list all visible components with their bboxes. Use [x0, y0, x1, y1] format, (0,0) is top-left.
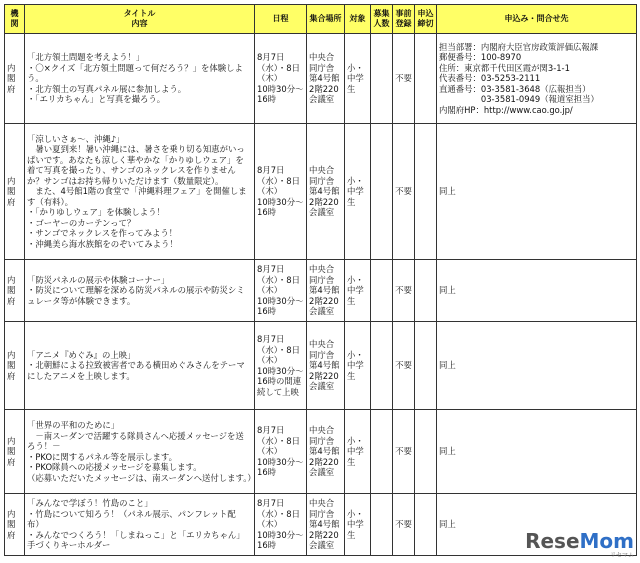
events-table — [4, 4, 637, 556]
capacity-cell — [371, 322, 393, 410]
target-cell: 小・中学生 — [345, 494, 371, 556]
venue-cell: 中央合同庁舎第4号館2階220会議室 — [307, 260, 345, 322]
header-title: タイトル 内容 — [25, 5, 255, 34]
date-cell: 8月7日（水）・8日（木） 10時30分～16時 — [255, 124, 307, 260]
contact-cell: 担当部署：内閣府大臣官房政策評価広報課 郵便番号：100-8970 住所：東京都千代田区霞が関3-1-1 代表番号：03-5253-2111 直通番号：03-3581-3648（広報担当） 03-3581-0949（報道室担当） 内閣府HP：http://www.cao.go.jp/ — [437, 34, 637, 124]
logo-subtext: リセマム — [610, 552, 634, 559]
resemom-logo — [525, 529, 634, 559]
table-row — [5, 34, 637, 124]
deadline-cell — [415, 410, 437, 494]
deadline-cell — [415, 494, 437, 556]
ministry-cell: 内閣府 — [5, 260, 25, 322]
logo-text-a: Rese — [525, 529, 580, 553]
capacity-cell — [371, 494, 393, 556]
contact-cell: 同上 — [437, 124, 637, 260]
table-row — [5, 124, 637, 260]
ministry-cell: 内閣府 — [5, 410, 25, 494]
registration-cell: 不要 — [393, 124, 415, 260]
header-target: 対象 — [345, 5, 371, 34]
capacity-cell — [371, 124, 393, 260]
venue-cell: 中央合同庁舎第4号館2階220会議室 — [307, 124, 345, 260]
date-cell: 8月7日（水）・8日（木） 10時30分～16時 — [255, 260, 307, 322]
table-row — [5, 322, 637, 410]
venue-cell: 中央合同庁舎第4号館2階220会議室 — [307, 34, 345, 124]
venue-cell: 中央合同庁舎第4号館2階220会議室 — [307, 410, 345, 494]
header-row — [5, 5, 637, 34]
target-cell: 小・中学生 — [345, 124, 371, 260]
target-cell: 小・中学生 — [345, 34, 371, 124]
header-contact: 申込み・問合せ先 — [437, 5, 637, 34]
contact-cell: 同上 — [437, 410, 637, 494]
header-ministry: 機関 — [5, 5, 25, 34]
date-cell: 8月7日（水）・8日（木） 10時30分～16時 — [255, 34, 307, 124]
target-cell: 小・中学生 — [345, 260, 371, 322]
contact-cell: 同上 — [437, 494, 637, 556]
capacity-cell — [371, 260, 393, 322]
capacity-cell — [371, 34, 393, 124]
ministry-cell: 内閣府 — [5, 494, 25, 556]
date-cell: 8月7日（水）・8日（木） 10時30分～16時 — [255, 494, 307, 556]
target-cell: 小・中学生 — [345, 410, 371, 494]
registration-cell: 不要 — [393, 34, 415, 124]
deadline-cell — [415, 34, 437, 124]
ministry-cell: 内閣府 — [5, 34, 25, 124]
contact-cell: 同上 — [437, 322, 637, 410]
capacity-cell — [371, 410, 393, 494]
ministry-cell: 内閣府 — [5, 322, 25, 410]
registration-cell: 不要 — [393, 260, 415, 322]
title-cell: 「アニメ『めぐみ』の上映」 ・北朝鮮による拉致被害者である横田めぐみさんをテーマにしたアニメを上映します。 — [25, 322, 255, 410]
header-registration: 事前登録 — [393, 5, 415, 34]
contact-cell: 同上 — [437, 260, 637, 322]
title-cell: 「北方領土問題を考えよう！」 ・〇×クイズ「北方領土問題って何だろう？」を体験しよう。 ・北方領土の写真パネル展に参加しよう。 ・「エリカちゃん」と写真を撮ろう。 — [25, 34, 255, 124]
deadline-cell — [415, 322, 437, 410]
ministry-cell: 内閣府 — [5, 124, 25, 260]
deadline-cell — [415, 260, 437, 322]
date-cell: 8月7日（水）・8日（木） 10時30分～16時 — [255, 410, 307, 494]
registration-cell: 不要 — [393, 410, 415, 494]
title-cell: 「防災パネルの展示や体験コーナー」 ・防災について理解を深める防災パネルの展示や防災シミュレータ等が体験できます。 — [25, 260, 255, 322]
header-date: 日程 — [255, 5, 307, 34]
header-deadline: 申込締切 — [415, 5, 437, 34]
title-cell: 「みんなで学ぼう！竹島のこと」 ・竹島について知ろう！（パネル展示、パンフレット配布） ・みんなでつくろう！「しまねっこ」と「エリカちゃん」手づくりキーホルダー — [25, 494, 255, 556]
venue-cell: 中央合同庁舎第4号館2階220会議室 — [307, 322, 345, 410]
registration-cell: 不要 — [393, 494, 415, 556]
header-capacity: 募集人数 — [371, 5, 393, 34]
table-row — [5, 410, 637, 494]
table-row — [5, 260, 637, 322]
header-venue: 集合場所 — [307, 5, 345, 34]
venue-cell: 中央合同庁舎第4号館2階220会議室 — [307, 494, 345, 556]
registration-cell: 不要 — [393, 322, 415, 410]
target-cell: 小・中学生 — [345, 322, 371, 410]
deadline-cell — [415, 124, 437, 260]
title-cell: 「涼しいさぁ～、沖縄♪」 暑い夏到来！暑い沖縄には、暑さを乗り切る知恵がいっぱいです。あなたも涼しく華やかな「かりゆしウェア」を着て写真を撮ったり、サンゴのネックレスを作りませんか？サンゴはお持ち帰りいただけます（数量限定）。 また、4号館1階の食堂で「沖縄料理フェア」を開催します（有料）。 ・「かりゆしウェア」を体験しよう！ ・ゴーヤーのカーテンって？ ・サンゴでネックレスを作ってみよう！ ・沖縄美ら海水族館をのぞいてみよう！ — [25, 124, 255, 260]
date-cell: 8月7日（水）・8日（木） 10時30分～16時の間連続して上映 — [255, 322, 307, 410]
title-cell: 「世界の平和のために」 －南スーダンで活躍する隊員さんへ応援メッセージを送ろう！－ ・PKOに関するパネル等を展示します。 ・PKO隊員への応援メッセージを募集します。 （応募いただいたメッセージは、南スーダンへ送付します。） — [25, 410, 255, 494]
logo-text-b: Mom — [579, 529, 634, 553]
